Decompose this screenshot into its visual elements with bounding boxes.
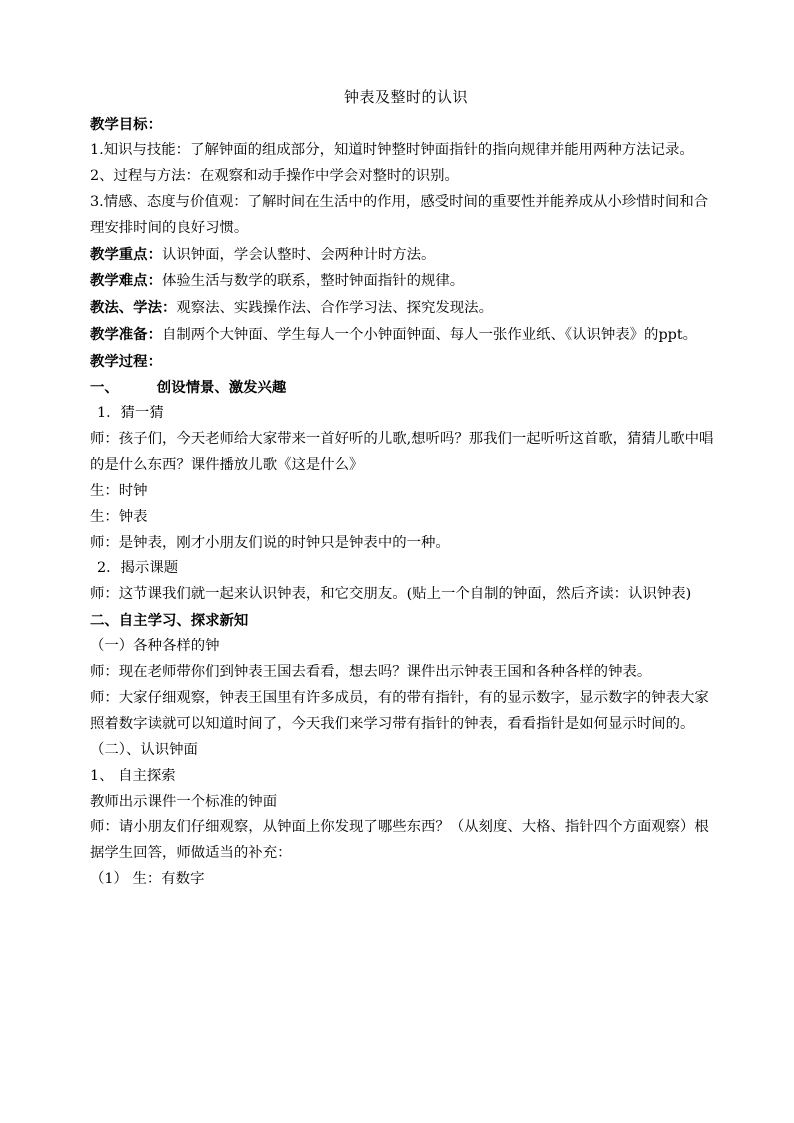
- section1-number: 一、: [90, 379, 119, 397]
- document-title: 钟表及整时的认识: [343, 88, 468, 106]
- teacher-line: 教师出示课件一个标准的钟面: [90, 793, 278, 810]
- goal-process: 2、过程与方法：在观察和动手操作中学会对整时的识别。: [90, 167, 459, 184]
- teacher-line: 师：孩子们，今天老师给大家带来一首好听的儿歌,想听吗？那我们一起听听这首歌，猜猜儿歌中唱的是什么东西？课件播放儿歌《这是什么》: [90, 430, 714, 473]
- teacher-line: 师：大家仔细观察，钟表王国里有许多成员，有的带有指针，有的显示数字，显示数字的钟表大家照着数字读就可以知道时间了，今天我们来学习带有指针的钟表，看看指针是如何显示时间的。: [90, 689, 709, 732]
- key-point-line: [90, 242, 722, 269]
- methods-label: 教法、学法：: [90, 299, 177, 317]
- difficulty-text: 体验生活与数学的联系，整时钟面指针的规律。: [161, 273, 465, 290]
- section1-title: 创设情景、激发兴趣: [156, 379, 287, 397]
- student-line: 生：钟表: [90, 508, 148, 525]
- goal-knowledge: 1.知识与技能：了解钟面的组成部分，知道时钟整时钟面指针的指向规律并能用两种方法记录。: [90, 141, 694, 158]
- section2-sub-clock-face: （二）、认识钟面: [90, 741, 198, 758]
- section2-heading: 二、自主学习、探求新知: [90, 612, 249, 630]
- preparation-label: 教学准备：: [90, 326, 162, 344]
- preparation-line: [90, 322, 722, 349]
- key-point-text: 认识钟面，学会认整时、会两种计时方法。: [161, 246, 436, 263]
- difficulty-label: 教学难点：: [90, 272, 162, 290]
- key-point-label: 教学重点：: [90, 245, 162, 263]
- methods-text: 观察法、实践操作法、合作学习法、探究发现法。: [176, 300, 493, 317]
- student-answer-line: （1） 生：有数字: [90, 871, 205, 888]
- section1-heading: [90, 375, 722, 401]
- goal-emotion: 3.情感、态度与价值观：了解时间在生活中的作用，感受时间的重要性并能养成从小珍惜时间和合理安排时间的良好习惯。: [90, 193, 709, 236]
- difficulty-line: [90, 268, 722, 295]
- process-heading: 教学过程：: [90, 353, 162, 371]
- preparation-text: 自制两个大钟面、学生每人一个小钟面钟面、每人一张作业纸、《认识钟表》的ppt。: [161, 327, 698, 344]
- section2-sub-various-clocks: （一）各种各样的钟: [90, 638, 220, 655]
- teacher-line: 师：请小朋友们仔细观察，从钟面上你发现了哪些东西？（从刻度、大格、指针四个方面观察）根据学生回答，师做适当的补充：: [90, 819, 709, 862]
- section1-item-reveal: 2．揭示课题: [97, 560, 179, 577]
- teacher-line: 师：是钟表，刚才小朋友们说的时钟只是钟表中的一种。: [90, 534, 450, 551]
- section1-item-guess: 1．猜一猜: [97, 404, 164, 421]
- section2-item-explore: 1、 自主探索: [90, 767, 176, 784]
- document-page: [90, 84, 722, 893]
- methods-line: [90, 295, 722, 322]
- teacher-line: 师：现在老师带你们到钟表王国去看看，想去吗？课件出示钟表王国和各种各样的钟表。: [90, 664, 652, 681]
- teacher-line: 师：这节课我们就一起来认识钟表，和它交朋友。(贴上一个自制的钟面，然后齐读：认识钟表): [90, 586, 692, 603]
- goals-heading: 教学目标：: [90, 116, 162, 133]
- student-line: 生：时钟: [90, 482, 148, 499]
